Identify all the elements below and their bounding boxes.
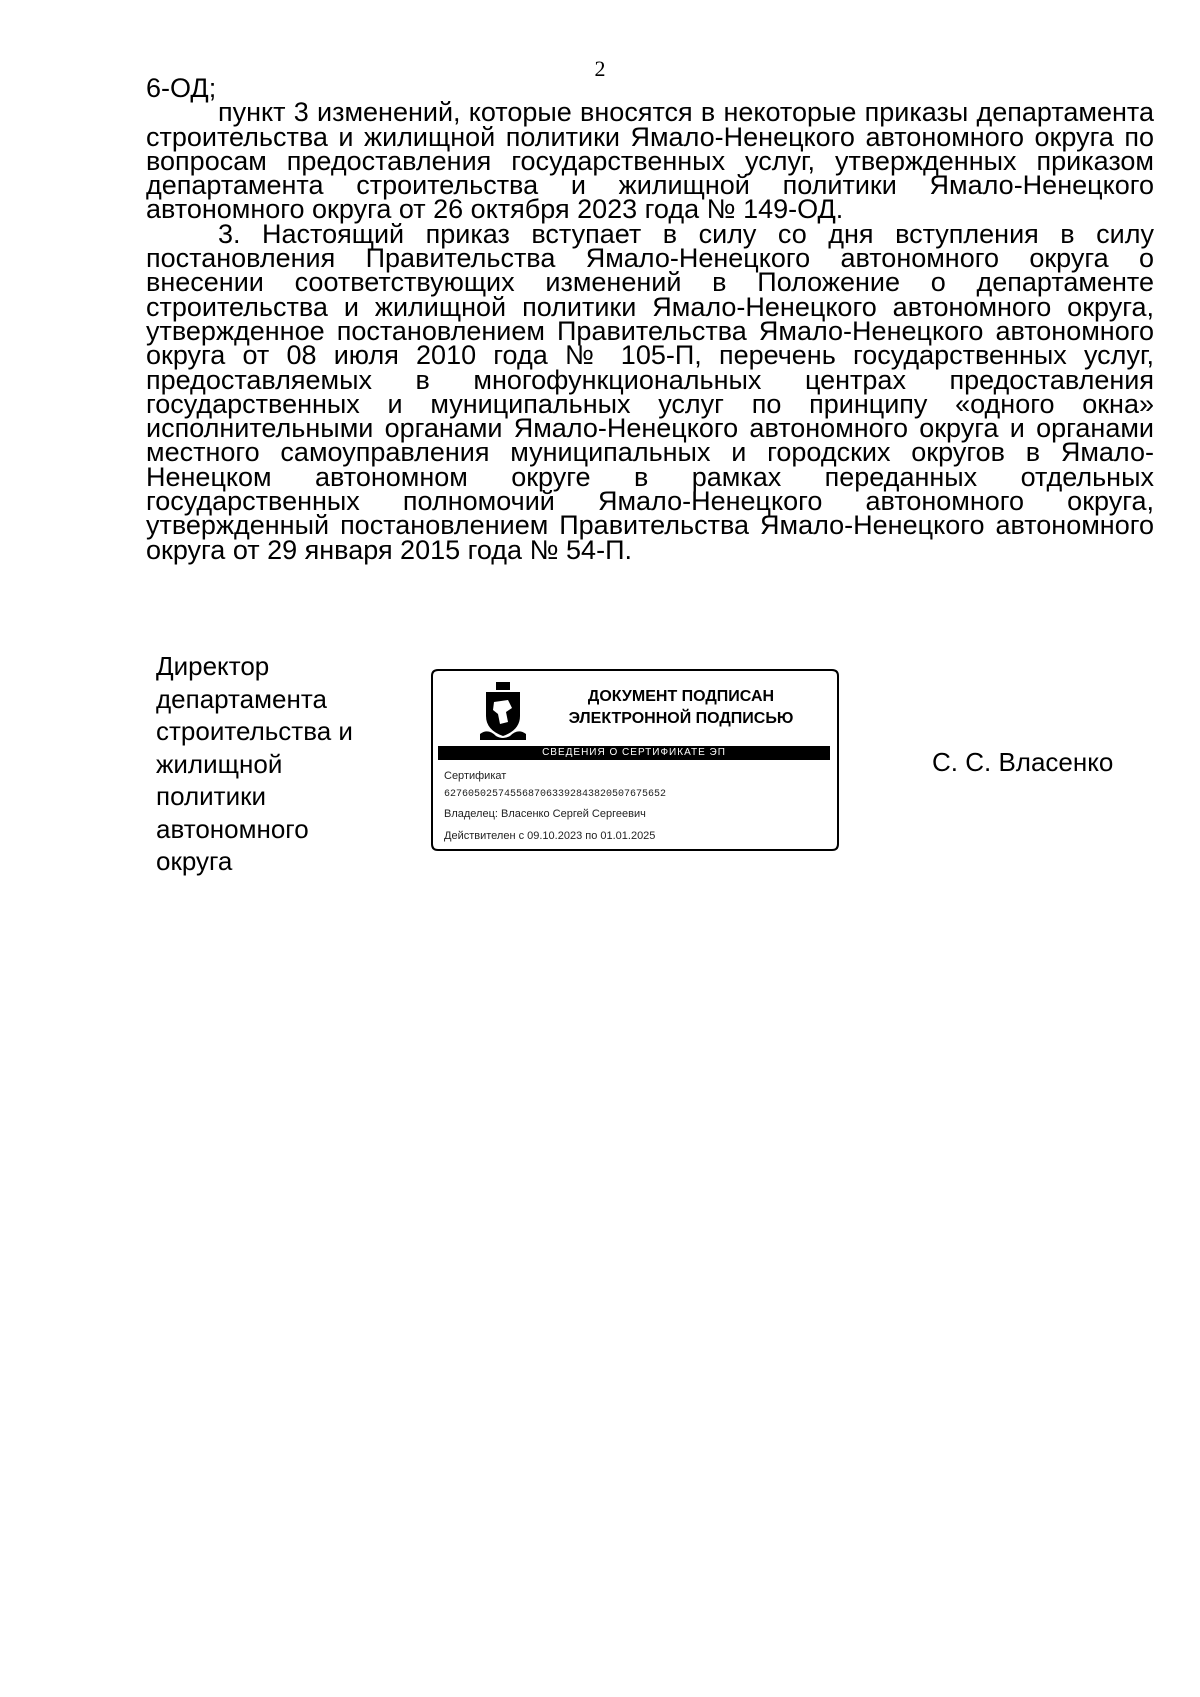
document-body bbox=[146, 73, 1154, 565]
signer-position-line: автономного bbox=[156, 813, 309, 844]
paragraph-effective-date: 3. Настоящий приказ вступает в силу со дня вступления в силу постановления Правительства Ямало-Ненецкого автономного округа о внесении соответствующих изменений в Положение о департаменте строительства и жилищной политики Ямало-Ненецкого автономного округа, утвержденное постановлением Правительства Ямало-Ненецкого автономного округа от 08 июля 2010 года № 105-П, перечень государственных услуг, предоставляемых в многофункциональных центрах предоставления государственных и муниципальных услуг по принципу «одного окна» исполнительными органами Ямало-Ненецкого автономного округа и органами местного самоуправления муниципальных и городских округов в Ямало-Ненецком автономном округе в рамках переданных отдельных государственных полномочий Ямало-Ненецкого автономного округа, утвержденный постановлением Правительства Ямало-Ненецкого автономного округа от 29 января 2015 года № 54-П. bbox=[146, 218, 1154, 565]
certificate-owner: Владелец: Власенко Сергей Сергеевич bbox=[444, 808, 646, 820]
certificate-number: 6276050257455687063392843820507675652 bbox=[444, 789, 667, 800]
signer-position-line: жилищной bbox=[156, 748, 283, 779]
coat-of-arms-emblem-icon bbox=[478, 682, 528, 742]
electronic-signature-stamp bbox=[428, 664, 840, 856]
stamp-info-bar: СВЕДЕНИЯ О СЕРТИФИКАТЕ ЭП bbox=[438, 746, 830, 760]
signer-position-line: департамента bbox=[156, 683, 327, 714]
signer-position-line: строительства и bbox=[156, 716, 353, 746]
signer-position-line: округа bbox=[156, 846, 233, 876]
signer-position-line: политики bbox=[156, 781, 266, 811]
paragraph-item-3: пункт 3 изменений, которые вносятся в некоторые приказы департамента строительства и жилищной политики Ямало-Ненецкого автономного округа по вопросам предоставления государственных услуг, утвержденных приказом департамента строительства и жилищной политики Ямало-Ненецкого автономного округа от 26 октября 2023 года № 149-ОД. bbox=[146, 97, 1154, 225]
paragraph-continuation: 6-ОД; bbox=[146, 73, 217, 103]
stamp-heading bbox=[546, 686, 816, 730]
certificate-validity: Действителен с 09.10.2023 по 01.01.2025 bbox=[444, 830, 656, 842]
stamp-heading-line: ДОКУМЕНТ ПОДПИСАН bbox=[587, 688, 775, 705]
signer-position-line: Директор bbox=[156, 651, 270, 681]
stamp-heading-line: ЭЛЕКТРОННОЙ ПОДПИСЬЮ bbox=[568, 710, 794, 727]
page-number: 2 bbox=[594, 56, 606, 81]
certificate-label: Сертификат bbox=[444, 770, 507, 782]
signer-name: С. С. Власенко bbox=[932, 747, 1114, 777]
signer-position bbox=[156, 650, 386, 878]
